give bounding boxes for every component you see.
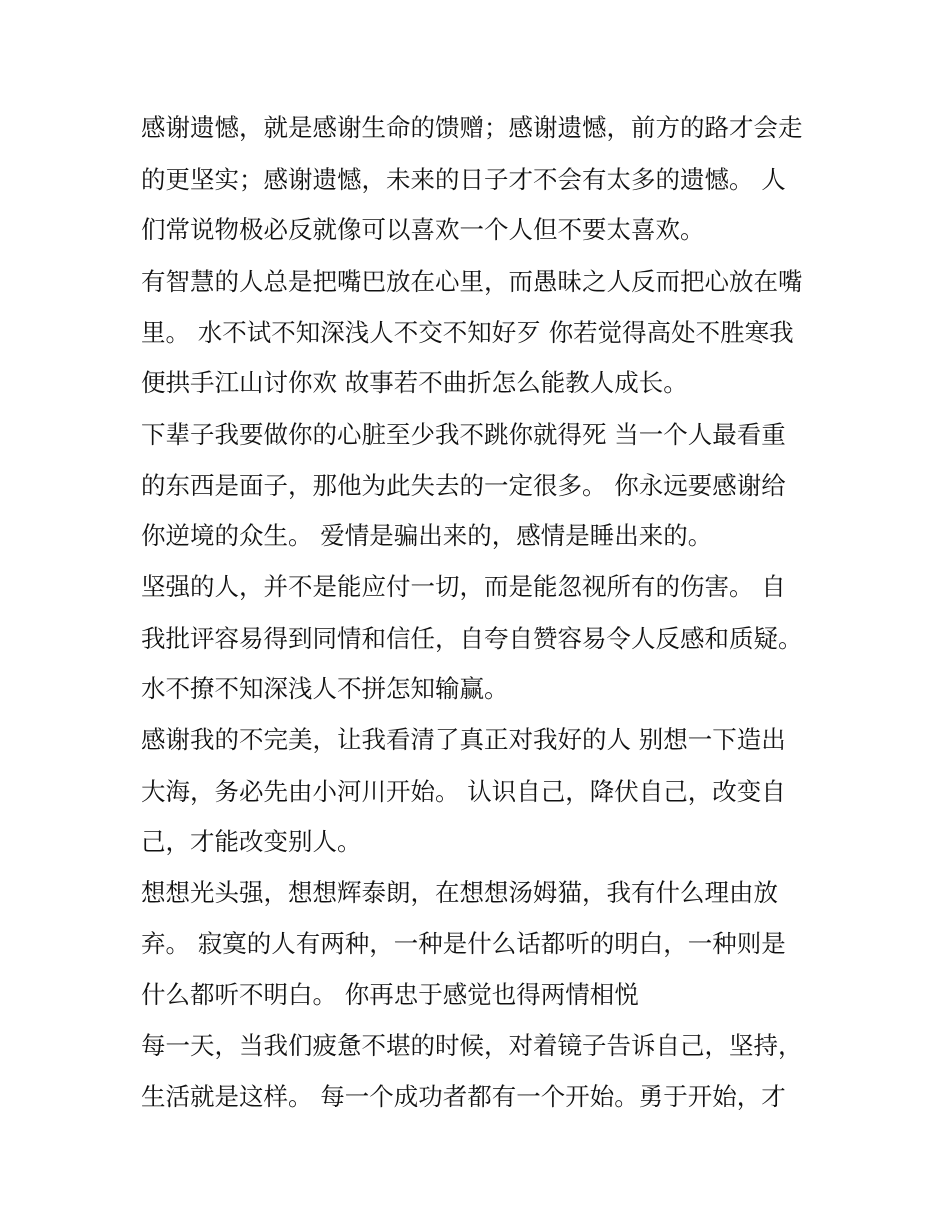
text-line: 每一天，当我们疲惫不堪的时候，对着镜子告诉自己，坚持， xyxy=(141,1031,803,1060)
text-line: 生活就是这样。 每一个成功者都有一个开始。勇于开始，才 xyxy=(141,1082,786,1111)
text-line: 便拱手江山讨你欢 故事若不曲折怎么能教人成长。 xyxy=(141,368,688,397)
text-line: 想想光头强，想想辉泰朗，在想想汤姆猫，我有什么理由放 xyxy=(141,878,778,907)
text-line: 我批评容易得到同情和信任，自夸自赞容易令人反感和质疑。 xyxy=(141,624,803,653)
text-line: 感谢遗憾，就是感谢生命的馈赠；感谢遗憾，前方的路才会走 xyxy=(141,113,803,142)
text-line: 大海，务必先由小河川开始。 认识自己，降伏自己，改变自 xyxy=(141,777,786,806)
text-line: 下辈子我要做你的心脏至少我不跳你就得死 当一个人最看重 xyxy=(141,420,786,449)
text-line: 坚强的人，并不是能应付一切，而是能忽视所有的伤害。 自 xyxy=(141,572,786,601)
text-line: 的更坚实；感谢遗憾，未来的日子才不会有太多的遗憾。 人 xyxy=(141,165,786,194)
text-line: 的东西是面子，那他为此失去的一定很多。 你永远要感谢给 xyxy=(141,471,786,500)
text-line: 什么都听不明白。 你再忠于感觉也得两情相悦 xyxy=(141,980,639,1009)
text-line: 水不撩不知深浅人不拼怎知输赢。 xyxy=(141,674,509,703)
text-line: 己，才能改变别人。 xyxy=(141,827,362,856)
text-line: 里。 水不试不知深浅人不交不知好歹 你若觉得高处不胜寒我 xyxy=(141,318,794,347)
text-line: 弃。 寂寞的人有两种，一种是什么话都听的明白，一种则是 xyxy=(141,929,786,958)
text-line: 有智慧的人总是把嘴巴放在心里，而愚昧之人反而把心放在嘴 xyxy=(141,267,803,296)
text-line: 感谢我的不完美，让我看清了真正对我好的人 别想一下造出 xyxy=(141,725,786,754)
text-line: 们常说物极必反就像可以喜欢一个人但不要太喜欢。 xyxy=(141,215,705,244)
text-line: 你逆境的众生。 爱情是骗出来的，感情是睡出来的。 xyxy=(141,521,713,550)
